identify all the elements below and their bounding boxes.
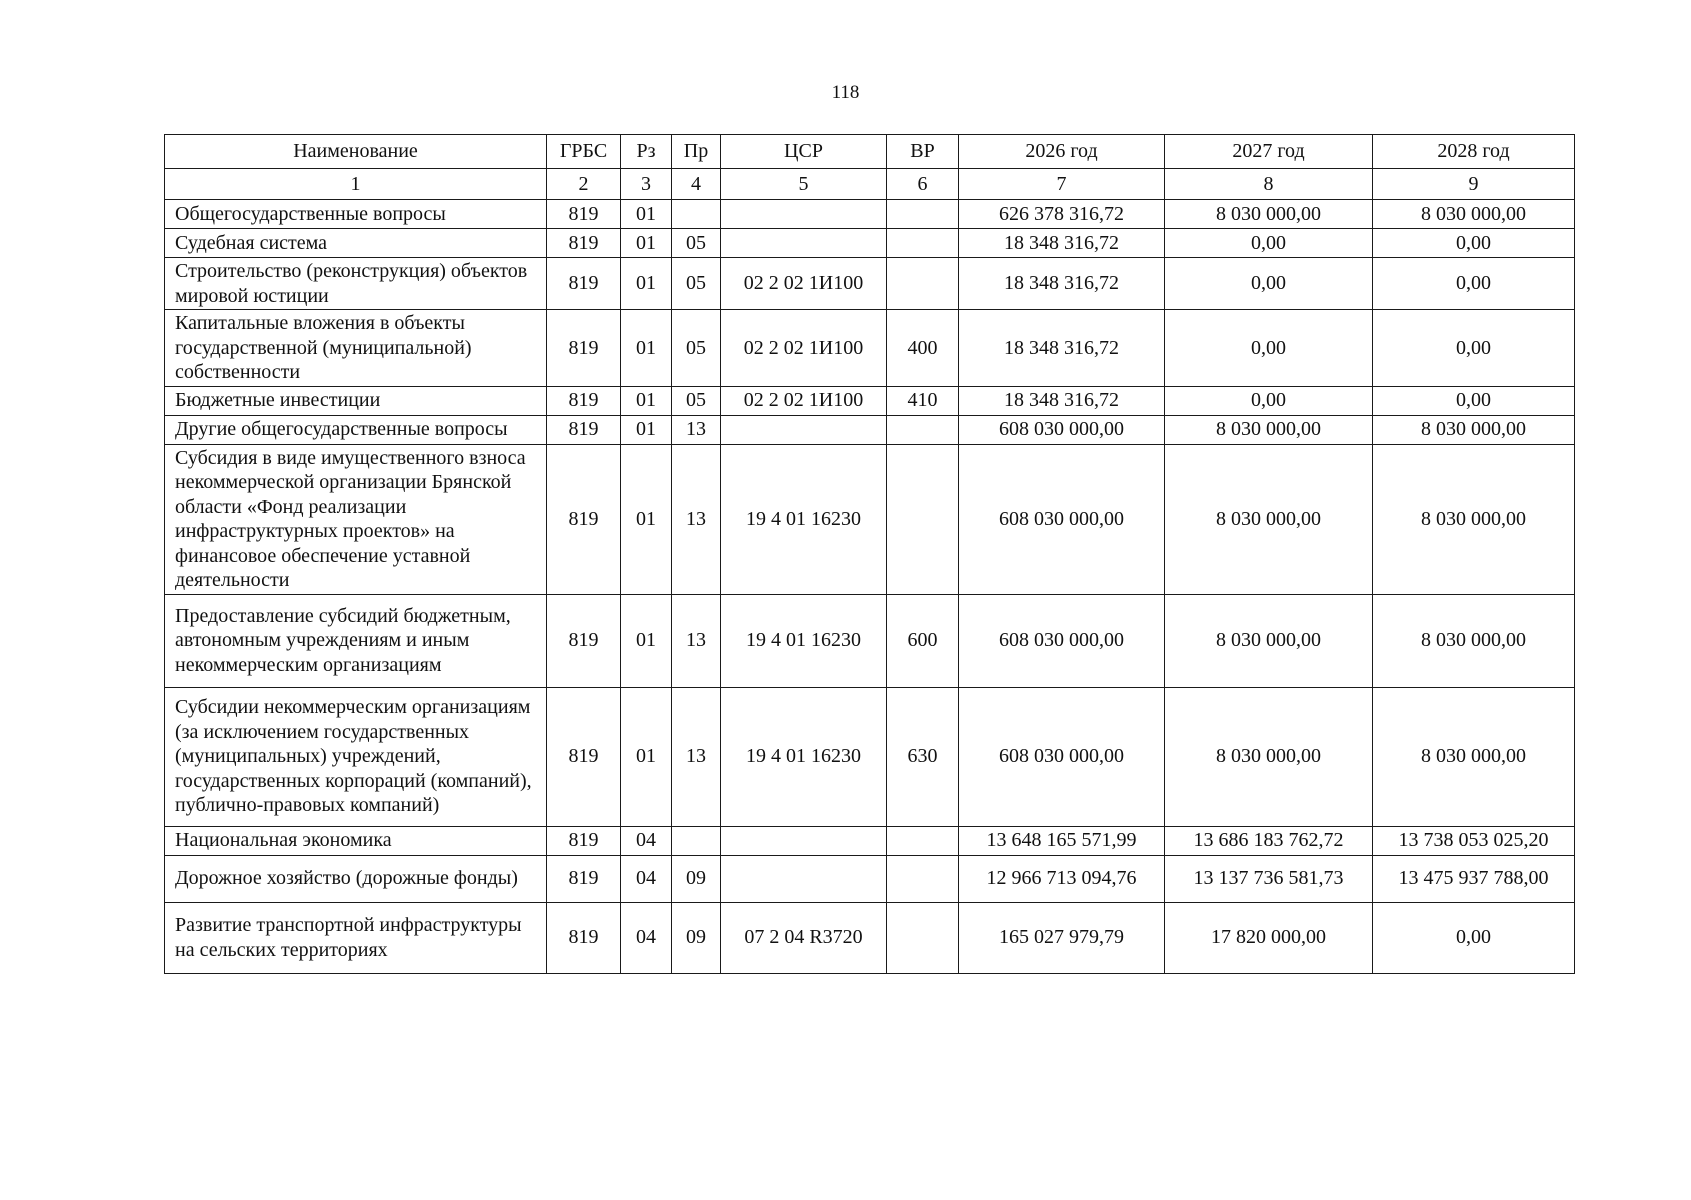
table-row (165, 415, 1575, 444)
name-cell: Другие общегосударственные вопросы (165, 415, 547, 444)
pr-cell: 05 (672, 310, 721, 387)
vr-cell: 400 (887, 310, 959, 387)
amount-2027-cell: 0,00 (1165, 229, 1373, 258)
vr-cell (887, 855, 959, 902)
rz-cell: 04 (621, 902, 672, 973)
csr-cell (721, 855, 887, 902)
amount-2026-cell: 18 348 316,72 (959, 258, 1165, 310)
header-cell: ЦСР (721, 135, 887, 169)
amount-2027-cell: 17 820 000,00 (1165, 902, 1373, 973)
amount-2026-cell: 626 378 316,72 (959, 200, 1165, 229)
amount-2028-cell: 8 030 000,00 (1373, 415, 1575, 444)
header-cell: ВР (887, 135, 959, 169)
table-row (165, 310, 1575, 387)
amount-2026-cell: 165 027 979,79 (959, 902, 1165, 973)
name-cell: Бюджетные инвестиции (165, 386, 547, 415)
amount-2027-cell: 0,00 (1165, 258, 1373, 310)
amount-2027-cell: 0,00 (1165, 386, 1373, 415)
amount-2027-cell: 0,00 (1165, 310, 1373, 387)
rz-cell: 01 (621, 310, 672, 387)
vr-cell (887, 200, 959, 229)
header-cell: 2027 год (1165, 135, 1373, 169)
amount-2026-cell: 18 348 316,72 (959, 310, 1165, 387)
grbs-cell: 819 (547, 415, 621, 444)
name-cell: Судебная система (165, 229, 547, 258)
name-cell: Строительство (реконструкция) объектов мировой юстиции (165, 258, 547, 310)
pr-cell: 13 (672, 444, 721, 594)
name-cell: Общегосударственные вопросы (165, 200, 547, 229)
vr-cell: 630 (887, 687, 959, 826)
grbs-cell: 819 (547, 826, 621, 855)
table-row (165, 229, 1575, 258)
column-number-cell: 4 (672, 169, 721, 200)
column-number-cell: 2 (547, 169, 621, 200)
pr-cell: 13 (672, 594, 721, 687)
vr-cell (887, 229, 959, 258)
amount-2027-cell: 8 030 000,00 (1165, 444, 1373, 594)
pr-cell: 09 (672, 902, 721, 973)
name-cell: Субсидии некоммерческим организациям (за исключением государственных (муниципальных) учреждений, государственных корпораций (компаний), публично-правовых компаний) (165, 687, 547, 826)
table-row (165, 200, 1575, 229)
amount-2028-cell: 0,00 (1373, 258, 1575, 310)
column-number-cell: 7 (959, 169, 1165, 200)
amount-2028-cell: 0,00 (1373, 386, 1575, 415)
table-row (165, 855, 1575, 902)
header-cell: 2028 год (1373, 135, 1575, 169)
csr-cell: 07 2 04 R3720 (721, 902, 887, 973)
header-cell: 2026 год (959, 135, 1165, 169)
amount-2027-cell: 8 030 000,00 (1165, 594, 1373, 687)
column-number-cell: 6 (887, 169, 959, 200)
header-cell: Наименование (165, 135, 547, 169)
grbs-cell: 819 (547, 258, 621, 310)
csr-cell: 19 4 01 16230 (721, 687, 887, 826)
grbs-cell: 819 (547, 855, 621, 902)
amount-2026-cell: 608 030 000,00 (959, 415, 1165, 444)
grbs-cell: 819 (547, 386, 621, 415)
csr-cell: 19 4 01 16230 (721, 594, 887, 687)
pr-cell: 05 (672, 386, 721, 415)
rz-cell: 01 (621, 386, 672, 415)
pr-cell (672, 200, 721, 229)
amount-2028-cell: 8 030 000,00 (1373, 444, 1575, 594)
amount-2028-cell: 0,00 (1373, 229, 1575, 258)
amount-2026-cell: 608 030 000,00 (959, 687, 1165, 826)
amount-2027-cell: 8 030 000,00 (1165, 415, 1373, 444)
grbs-cell: 819 (547, 229, 621, 258)
column-number-cell: 9 (1373, 169, 1575, 200)
table-row (165, 258, 1575, 310)
table-row (165, 687, 1575, 826)
table-row (165, 444, 1575, 594)
column-number-cell: 1 (165, 169, 547, 200)
vr-cell (887, 258, 959, 310)
grbs-cell: 819 (547, 902, 621, 973)
budget-table (164, 134, 1575, 974)
csr-cell: 19 4 01 16230 (721, 444, 887, 594)
amount-2026-cell: 18 348 316,72 (959, 386, 1165, 415)
name-cell: Развитие транспортной инфраструктуры на сельских территориях (165, 902, 547, 973)
amount-2028-cell: 8 030 000,00 (1373, 594, 1575, 687)
rz-cell: 01 (621, 200, 672, 229)
vr-cell (887, 415, 959, 444)
table-row (165, 902, 1575, 973)
vr-cell (887, 444, 959, 594)
amount-2027-cell: 8 030 000,00 (1165, 200, 1373, 229)
rz-cell: 04 (621, 826, 672, 855)
grbs-cell: 819 (547, 310, 621, 387)
column-number-cell: 8 (1165, 169, 1373, 200)
rz-cell: 01 (621, 687, 672, 826)
csr-cell (721, 229, 887, 258)
csr-cell (721, 200, 887, 229)
header-row (165, 135, 1575, 169)
amount-2028-cell: 13 475 937 788,00 (1373, 855, 1575, 902)
csr-cell: 02 2 02 1И100 (721, 310, 887, 387)
grbs-cell: 819 (547, 687, 621, 826)
amount-2028-cell: 13 738 053 025,20 (1373, 826, 1575, 855)
amount-2026-cell: 12 966 713 094,76 (959, 855, 1165, 902)
name-cell: Капитальные вложения в объекты государственной (муниципальной) собственности (165, 310, 547, 387)
vr-cell (887, 902, 959, 973)
amount-2026-cell: 608 030 000,00 (959, 444, 1165, 594)
grbs-cell: 819 (547, 594, 621, 687)
vr-cell (887, 826, 959, 855)
name-cell: Дорожное хозяйство (дорожные фонды) (165, 855, 547, 902)
grbs-cell: 819 (547, 200, 621, 229)
rz-cell: 01 (621, 444, 672, 594)
csr-cell (721, 826, 887, 855)
table-row (165, 826, 1575, 855)
rz-cell: 01 (621, 415, 672, 444)
header-cell: ГРБС (547, 135, 621, 169)
amount-2027-cell: 13 686 183 762,72 (1165, 826, 1373, 855)
rz-cell: 01 (621, 229, 672, 258)
name-cell: Субсидия в виде имущественного взноса некоммерческой организации Брянской области «Фонд реализации инфраструктурных проектов» на финансовое обеспечение уставной деятельности (165, 444, 547, 594)
amount-2026-cell: 18 348 316,72 (959, 229, 1165, 258)
amount-2028-cell: 0,00 (1373, 902, 1575, 973)
header-cell: Рз (621, 135, 672, 169)
pr-cell: 09 (672, 855, 721, 902)
csr-cell: 02 2 02 1И100 (721, 386, 887, 415)
header-cell: Пр (672, 135, 721, 169)
amount-2028-cell: 8 030 000,00 (1373, 687, 1575, 826)
column-number-cell: 3 (621, 169, 672, 200)
grbs-cell: 819 (547, 444, 621, 594)
amount-2026-cell: 608 030 000,00 (959, 594, 1165, 687)
csr-cell: 02 2 02 1И100 (721, 258, 887, 310)
vr-cell: 600 (887, 594, 959, 687)
pr-cell: 13 (672, 687, 721, 826)
amount-2028-cell: 8 030 000,00 (1373, 200, 1575, 229)
pr-cell: 05 (672, 258, 721, 310)
amount-2026-cell: 13 648 165 571,99 (959, 826, 1165, 855)
name-cell: Предоставление субсидий бюджетным, автономным учреждениям и иным некоммерческим организациям (165, 594, 547, 687)
column-number-cell: 5 (721, 169, 887, 200)
pr-cell: 05 (672, 229, 721, 258)
column-number-row (165, 169, 1575, 200)
name-cell: Национальная экономика (165, 826, 547, 855)
table-row (165, 594, 1575, 687)
amount-2028-cell: 0,00 (1373, 310, 1575, 387)
rz-cell: 04 (621, 855, 672, 902)
amount-2027-cell: 8 030 000,00 (1165, 687, 1373, 826)
pr-cell (672, 826, 721, 855)
rz-cell: 01 (621, 594, 672, 687)
rz-cell: 01 (621, 258, 672, 310)
pr-cell: 13 (672, 415, 721, 444)
csr-cell (721, 415, 887, 444)
vr-cell: 410 (887, 386, 959, 415)
page-number: 118 (831, 82, 860, 103)
table-row (165, 386, 1575, 415)
amount-2027-cell: 13 137 736 581,73 (1165, 855, 1373, 902)
